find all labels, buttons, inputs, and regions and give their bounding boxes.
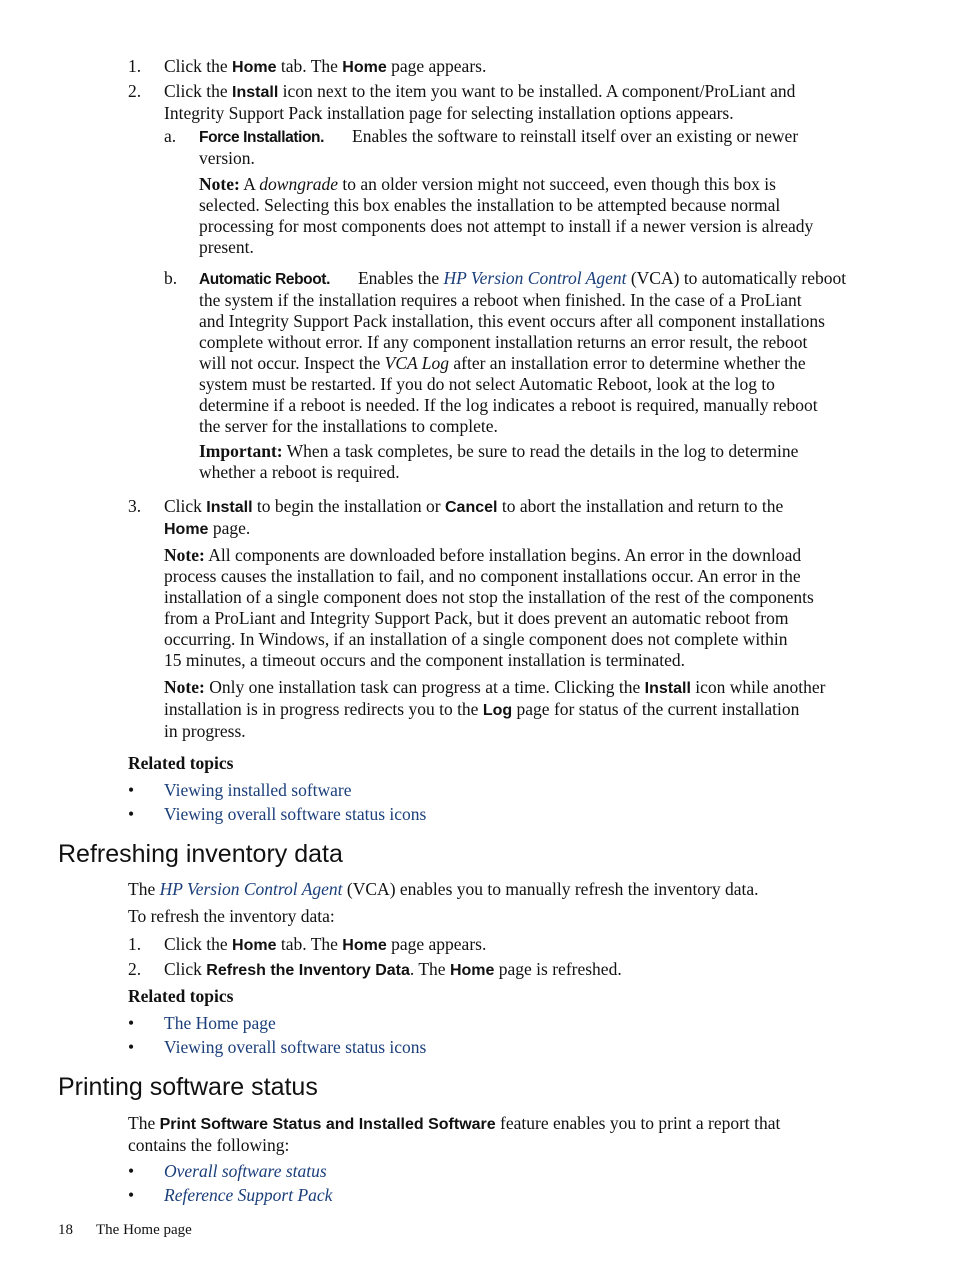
important-label: Important: — [199, 441, 283, 461]
link-the-home-page[interactable]: The Home page — [164, 1013, 276, 1033]
home-ref: Home — [164, 521, 209, 538]
bullet-icon: • — [128, 804, 135, 824]
refresh-intro: The HP Version Control Agent (VCA) enables you to manually refresh the inventory data. — [128, 879, 759, 899]
step-3-number: 3. — [128, 496, 142, 516]
home-page-ref: Home — [342, 59, 387, 76]
footer-title: The Home page — [96, 1222, 192, 1238]
refresh-instruction: To refresh the inventory data: — [128, 906, 335, 926]
home-tab-ref: Home — [232, 59, 277, 76]
install-icon-ref: Install — [644, 680, 691, 697]
section-title-refreshing: Refreshing inventory data — [58, 840, 343, 868]
install-ref: Install — [206, 499, 253, 516]
bullet-icon: • — [128, 1013, 135, 1033]
sub-b-text: Automatic Reboot. Enables the HP Version Control Agent (VCA) to automatically reboot the system if the installation requires a reboot when finished. In the case of a ProLiant and Integrity Support Pack installation, this event occurs after all component installations complete without error. If any component installation returns an error result, the reboot will not occur. Inspect the VCA Log after an installation error to determine whether the system must be restarted. If you do not select Automatic Reboot, look at the log to determine if a reboot is needed. If the log indicates a reboot is required, manually reboot the server for the installations to complete. — [199, 268, 847, 436]
bullet-icon: • — [128, 1185, 135, 1205]
print-feature-ref: Print Software Status and Installed Software — [159, 1116, 496, 1133]
sub-b-important: Important: When a task completes, be sure to read the details in the log to determine whether a reboot is required. — [199, 441, 799, 482]
related-topics-heading: Related topics — [128, 986, 234, 1006]
force-installation-label: Force Installation. — [199, 129, 325, 146]
note-label: Note: — [164, 545, 205, 565]
link-reference-support-pack[interactable]: Reference Support Pack — [164, 1185, 333, 1205]
sub-a-note: Note: A downgrade to an older version might not succeed, even though this box is selected. Selecting this box enables the installation to be attempted because normal processing for most components does not attempt to install if a newer version is already present. — [199, 174, 814, 257]
step-3-note-1: Note: All components are downloaded before installation begins. An error in the download process causes the installation to fail, and no component installations occur. An error in the installation of a single component does not stop the installation of the rest of the components from a ProLiant and Integrity Support Pack, but it does prevent an automatic reboot from occurring. In Windows, if an installation of a single component does not complete within 15 minutes, a timeout occurs and the component installation is terminated. — [164, 545, 814, 670]
link-viewing-status-icons[interactable]: Viewing overall software status icons — [164, 1037, 427, 1057]
sub-a-number: a. — [164, 126, 177, 146]
refresh-step-2: Click Refresh the Inventory Data. The Home page is refreshed. — [164, 959, 622, 979]
bullet-icon: • — [128, 1037, 135, 1057]
log-page-ref: Log — [482, 702, 513, 719]
step-number: 2. — [128, 959, 142, 979]
page-number: 18 — [58, 1222, 73, 1238]
link-viewing-installed-software[interactable]: Viewing installed software — [164, 780, 352, 800]
step-number: 1. — [128, 934, 142, 954]
print-intro: The Print Software Status and Installed Software feature enables you to print a report that contains the following: — [128, 1113, 781, 1155]
step-2 — [128, 81, 141, 102]
step-3-text: Click Install to begin the installation or Cancel to abort the installation and return to the Home page. — [164, 496, 784, 538]
sub-b-number: b. — [164, 268, 178, 288]
note-label: Note: — [199, 174, 240, 194]
related-topics-heading: Related topics — [128, 753, 234, 773]
home-page-ref: Home — [342, 937, 387, 954]
step-1-text: Click the Home tab. The Home page appears. — [164, 56, 487, 76]
refresh-step-1: Click the Home tab. The Home page appears. — [164, 934, 487, 954]
cancel-ref: Cancel — [445, 499, 498, 516]
link-viewing-status-icons[interactable]: Viewing overall software status icons — [164, 804, 427, 824]
step-number: 1. — [128, 56, 142, 76]
note-label: Note: — [164, 677, 205, 697]
step-number: 2. — [128, 81, 142, 101]
install-icon-ref: Install — [232, 84, 279, 101]
home-tab-ref: Home — [232, 937, 277, 954]
step-1 — [128, 56, 141, 77]
bullet-icon: • — [128, 1161, 135, 1181]
bullet-icon: • — [128, 780, 135, 800]
home-page-ref: Home — [449, 962, 495, 979]
link-overall-software-status[interactable]: Overall software status — [164, 1161, 327, 1181]
automatic-reboot-label: Automatic Reboot. — [199, 271, 330, 288]
hp-version-control-agent-link[interactable]: HP Version Control Agent — [159, 879, 343, 899]
refresh-inventory-ref: Refresh the Inventory Data — [206, 962, 410, 979]
step-3-note-2: Note: Only one installation task can progress at a time. Clicking the Install icon while another installation is in progress redirects you to the Log page for status of the current installation in progress. — [164, 677, 826, 741]
sub-a-text: Force Installation. Enables the software to reinstall itself over an existing or newer version. — [199, 126, 799, 168]
hp-version-control-agent-link[interactable]: HP Version Control Agent — [443, 268, 627, 288]
section-title-printing: Printing software status — [58, 1073, 318, 1101]
step-2-text: Click the Install icon next to the item you want to be installed. A component/ProLiant and Integrity Support Pack installation page for selecting installation options appears. — [164, 81, 796, 123]
